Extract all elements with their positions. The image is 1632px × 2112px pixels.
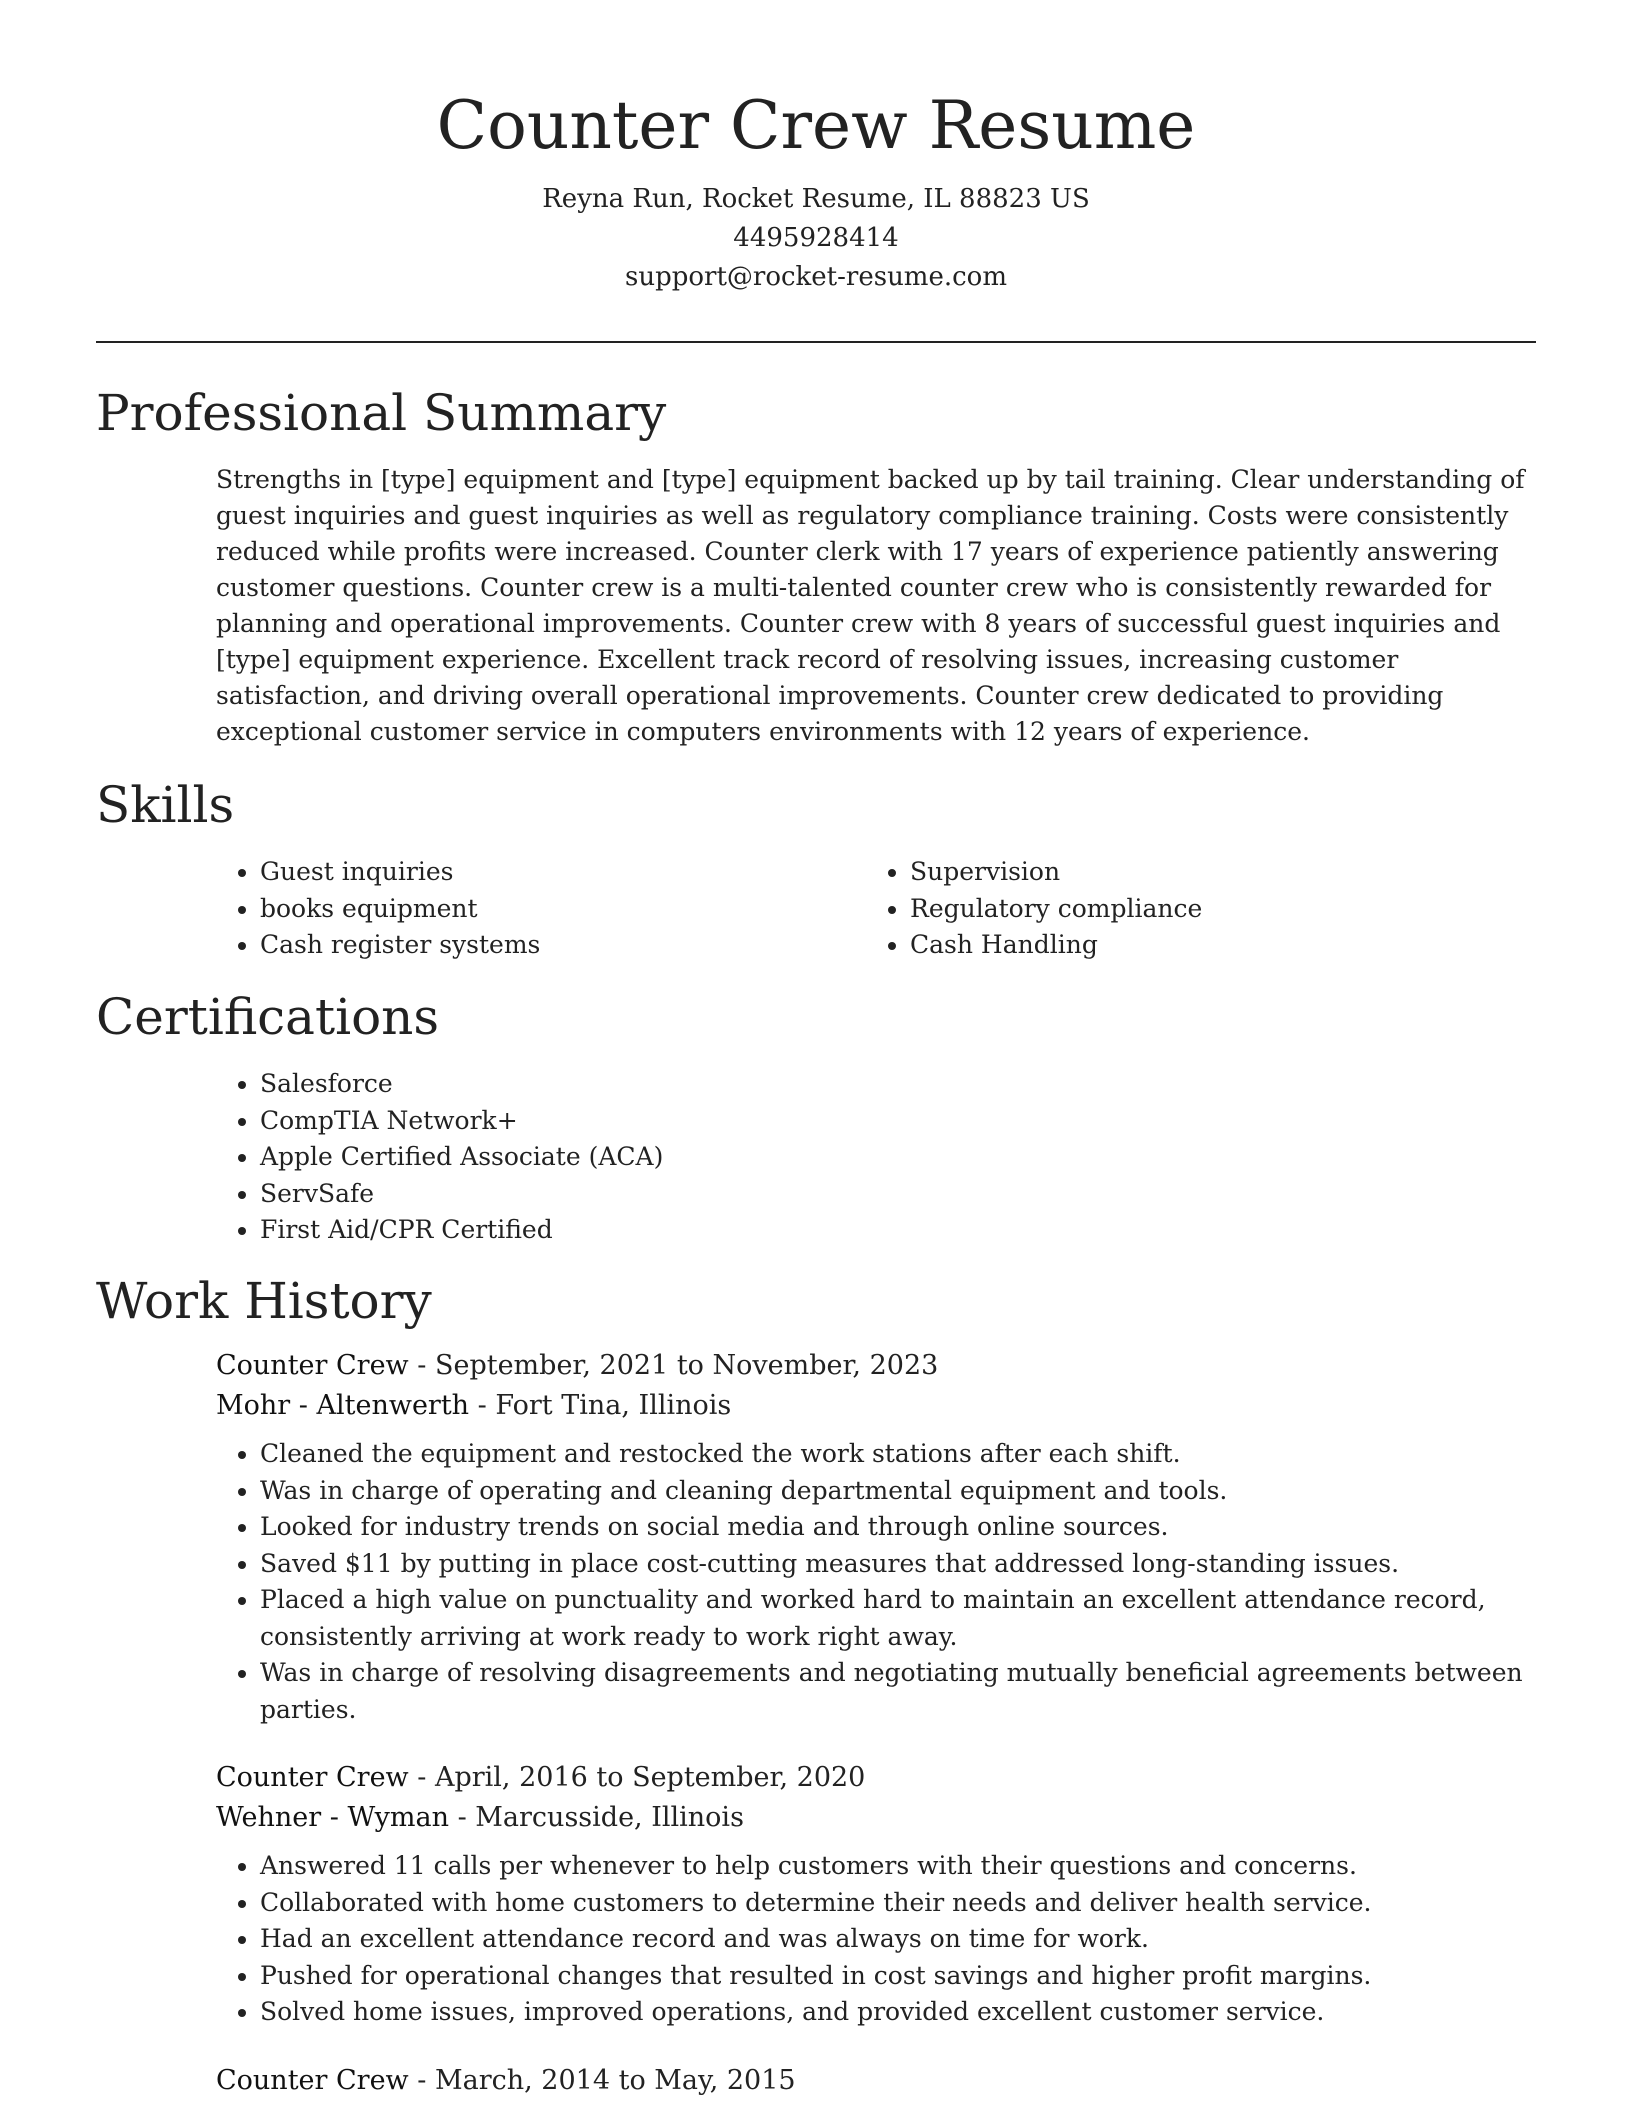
job-dates: September, 2021 to November, 2023 (434, 1350, 939, 1381)
list-item: • Apple Certified Associate (ACA) (260, 1139, 663, 1176)
work-history-section (96, 1270, 1536, 2101)
job-company-line: Wehner - Wyman - Marcusside, Illinois (216, 1802, 744, 1833)
list-item: • Had an excellent attendance record and was always on time for work. (260, 1921, 1536, 1958)
list-item: • Answered 11 calls per whenever to help customers with their questions and concerns. (260, 1848, 1536, 1885)
list-item: • ServSafe (260, 1176, 663, 1213)
list-item: • Placed a high value on punctuality and worked hard to maintain an excellent attendance record, consistently arriving at work ready to work right away. (260, 1582, 1536, 1655)
skills-columns (216, 854, 1536, 964)
certifications-wrap (216, 1066, 1536, 1249)
certifications-heading: Certifications (96, 988, 440, 1046)
skills-list-left (216, 854, 866, 964)
summary-section (96, 382, 1536, 750)
work-history-heading: Work History (96, 1272, 432, 1330)
list-item: • Supervision (910, 854, 1516, 891)
email-text: support@rocket-resume.com (624, 262, 1007, 292)
job-title: Counter Crew (216, 2064, 409, 2096)
list-item: • Was in charge of resolving disagreements and negotiating mutually beneficial agreements between parties. (260, 1655, 1536, 1728)
skills-section (96, 774, 1536, 964)
job-title: Counter Crew (216, 1762, 409, 1793)
job-entry (216, 1346, 1536, 1728)
list-item: • Salesforce (260, 1066, 663, 1103)
list-item: • Regulatory compliance (910, 891, 1516, 928)
job-dates: March, 2014 to May, 2015 (434, 2064, 796, 2096)
job-entry (216, 2061, 1536, 2101)
job-title-line: Counter Crew - March, 2014 to May, 2015 (216, 2064, 796, 2096)
list-item: • Was in charge of operating and cleaning departmental equipment and tools. (260, 1473, 1536, 1510)
phone-text: 4495928414 (733, 223, 899, 253)
job-company: Mohr - Altenwerth (216, 1390, 470, 1421)
list-item: • Collaborated with home customers to determine their needs and deliver health service. (260, 1885, 1536, 1922)
job-bullets (216, 1436, 1536, 1728)
job-entry (216, 1758, 1536, 2031)
list-item: • First Aid/CPR Certified (260, 1212, 663, 1249)
certifications-section (96, 986, 1536, 1249)
list-item: • Pushed for operational changes that resulted in cost savings and higher profit margins. (260, 1958, 1536, 1995)
job-location: Fort Tina, Illinois (495, 1390, 732, 1421)
list-item: • books equipment (260, 891, 866, 928)
list-item: • Cash register systems (260, 927, 866, 964)
summary-text: Strengths in [type] equipment and [type] equipment backed up by tail training. Clear understanding of guest inquiries and guest inquiries as well as regulatory compliance training. Costs were consistently reduced while profits were increased. Counter clerk with 17 years of experience patiently answering customer questions. Counter crew is a multi-talented counter crew who is consistently rewarded for planning and operational improvements. Counter crew with 8 years of successful guest inquiries and [type] equipment experience. Excellent track record of resolving issues, increasing customer satisfaction, and driving overall operational improvements. Counter crew dedicated to providing exceptional customer service in computers environments with 12 years of experience. (216, 465, 1525, 746)
job-company: Wehner - Wyman (216, 1802, 449, 1833)
list-item: • Saved $11 by putting in place cost-cutting measures that addressed long-standing issues. (260, 1546, 1536, 1583)
skills-column-left (216, 854, 866, 964)
address-text: Reyna Run, Rocket Resume, IL 88823 US (542, 184, 1090, 214)
job-dates: April, 2016 to September, 2020 (434, 1762, 866, 1793)
job-location: Marcusside, Illinois (475, 1802, 744, 1833)
skills-list-right (866, 854, 1516, 964)
job-title-line: Counter Crew - September, 2021 to November, 2023 (216, 1350, 939, 1381)
list-item: • Cleaned the equipment and restocked the work stations after each shift. (260, 1436, 1536, 1473)
certifications-list (216, 1066, 663, 1249)
list-item: • CompTIA Network+ (260, 1103, 663, 1140)
skills-column-right (866, 854, 1516, 964)
resume-header (0, 0, 1632, 297)
list-item: • Solved home issues, improved operations, and provided excellent customer service. (260, 1994, 1536, 2031)
summary-heading: Professional Summary (96, 384, 667, 442)
list-item: • Guest inquiries (260, 854, 866, 891)
list-item: • Looked for industry trends on social media and through online sources. (260, 1509, 1536, 1546)
list-item: • Cash Handling (910, 927, 1516, 964)
header-divider (96, 341, 1536, 343)
contact-block (0, 180, 1632, 297)
job-bullets (216, 1848, 1536, 2031)
job-title-line: Counter Crew - April, 2016 to September, 2020 (216, 1762, 866, 1793)
skills-heading: Skills (96, 776, 235, 834)
job-company-line: Mohr - Altenwerth - Fort Tina, Illinois (216, 1390, 732, 1421)
page-title: Counter Crew Resume (436, 87, 1196, 164)
job-title: Counter Crew (216, 1350, 409, 1381)
